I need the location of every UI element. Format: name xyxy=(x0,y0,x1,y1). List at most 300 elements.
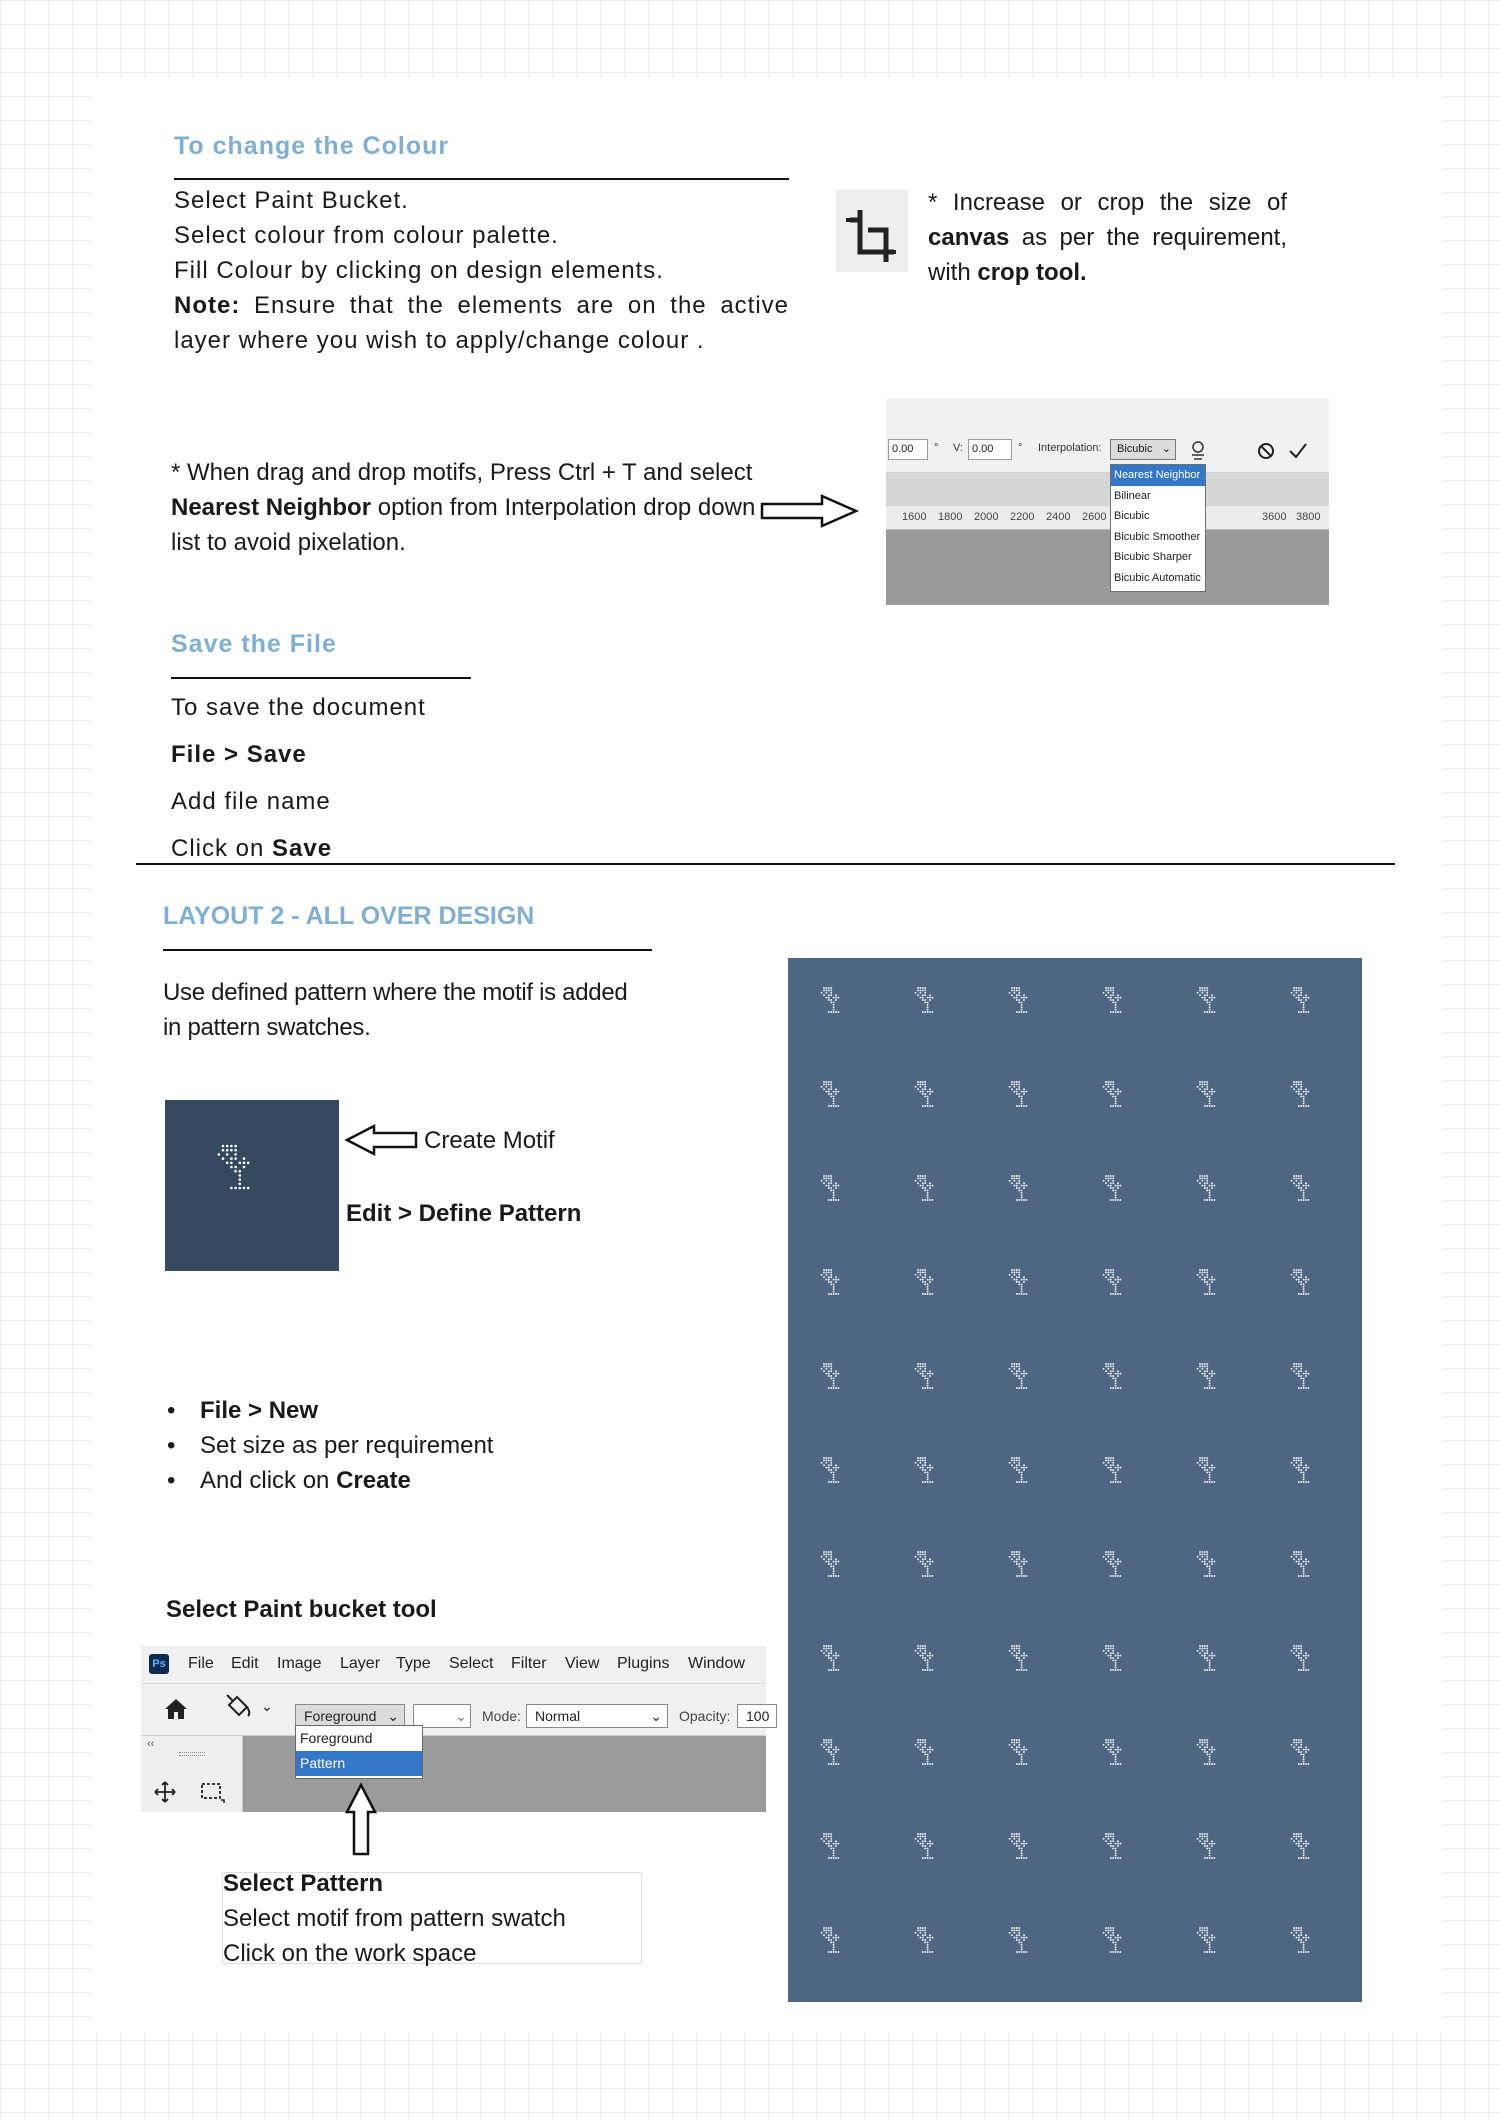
tick-label: 1600 xyxy=(902,511,927,523)
menu-window[interactable]: Window xyxy=(688,1655,745,1672)
motif-dot xyxy=(1115,1001,1117,1003)
motif-dot xyxy=(837,1387,839,1389)
motif-dot xyxy=(823,987,825,989)
motif-dot xyxy=(919,1927,921,1929)
motif-dot xyxy=(835,1481,837,1483)
motif-dot xyxy=(922,1091,924,1093)
panel-grip[interactable] xyxy=(179,1752,205,1756)
pattern-motif xyxy=(915,1457,934,1483)
bullet-file-new xyxy=(163,1393,493,1428)
motif-dot xyxy=(1298,1365,1300,1367)
motif-dot xyxy=(1016,1561,1018,1563)
motif-dot xyxy=(1117,1934,1119,1936)
motif-dot xyxy=(1112,1746,1114,1748)
motif-dot xyxy=(924,1281,926,1283)
interpolation-menu xyxy=(1110,464,1206,592)
motif-dot xyxy=(1112,1276,1114,1278)
opacity-field[interactable]: 100 xyxy=(737,1704,777,1728)
motif-dot xyxy=(1018,1840,1020,1842)
motif-dot xyxy=(1298,1645,1300,1647)
motif-dot xyxy=(1112,1563,1114,1565)
motif-dot xyxy=(830,1177,832,1179)
motif-dot xyxy=(821,1556,823,1558)
motif-dot xyxy=(924,1845,926,1847)
menu-item-pattern[interactable]: Pattern xyxy=(296,1751,422,1776)
motif-dot xyxy=(1023,1749,1025,1751)
pattern-motif xyxy=(1103,1645,1122,1671)
motif-dot xyxy=(830,1746,832,1748)
motif-dot xyxy=(1307,1749,1309,1751)
motif-dot xyxy=(1209,1006,1211,1008)
motif-dot xyxy=(1298,1563,1300,1565)
motif-dot xyxy=(1115,1570,1117,1572)
motif-dot xyxy=(1300,1281,1302,1283)
motif-dot xyxy=(828,1939,830,1941)
motif-dot xyxy=(828,1187,830,1189)
motif-dot xyxy=(917,1553,919,1555)
menu-item-nearest-neighbor[interactable]: Nearest Neighbor xyxy=(1111,465,1205,486)
motif-dot xyxy=(828,1370,830,1372)
commit-check-icon[interactable] xyxy=(1287,441,1309,461)
motif-dot xyxy=(1300,1001,1302,1003)
motif-dot xyxy=(1107,1177,1109,1179)
motif-dot xyxy=(919,1091,921,1093)
drag-line-1: * When drag and drop motifs, Press Ctrl + T and select xyxy=(171,459,753,486)
drag-line-2 xyxy=(171,490,811,525)
motif-dot xyxy=(825,1462,827,1464)
motif-dot xyxy=(924,1105,926,1107)
menu-type[interactable]: Type xyxy=(396,1655,431,1672)
pattern-motif xyxy=(1009,1081,1028,1107)
motif-dot xyxy=(828,1481,830,1483)
motif-dot xyxy=(1105,1083,1107,1085)
motif-dot xyxy=(1300,1365,1302,1367)
motif-dot xyxy=(823,1652,825,1654)
motif-dot xyxy=(1300,1471,1302,1473)
motif-dot xyxy=(1107,1937,1109,1939)
motif-dot xyxy=(1018,1741,1020,1743)
save-steps xyxy=(171,684,426,872)
motif-dot xyxy=(837,1951,839,1953)
motif-dot xyxy=(1199,1457,1201,1459)
motif-dot xyxy=(1201,989,1203,991)
motif-dot xyxy=(1103,1744,1105,1746)
motif-dot xyxy=(1293,1175,1295,1177)
motif-dot xyxy=(1021,1103,1023,1105)
motif-dot xyxy=(1211,1105,1213,1107)
motif-dot xyxy=(1110,1652,1112,1654)
motif-dot xyxy=(917,1551,919,1553)
motif-dot xyxy=(1293,1835,1295,1837)
motif-dot xyxy=(919,1645,921,1647)
motif-dot xyxy=(1303,1189,1305,1191)
motif-dot xyxy=(1295,1932,1297,1934)
motif-dot xyxy=(1298,1459,1300,1461)
motif-dot xyxy=(1213,1937,1215,1939)
motif-dot xyxy=(1018,1744,1020,1746)
motif-dot xyxy=(1303,1385,1305,1387)
motif-dot xyxy=(922,1558,924,1560)
motif-dot xyxy=(1209,1009,1211,1011)
motif-dot xyxy=(1025,1843,1027,1845)
motif-dot xyxy=(1011,1647,1013,1649)
motif-dot xyxy=(828,1746,830,1748)
motif-dot xyxy=(1105,1182,1107,1184)
motif-dot xyxy=(1016,1387,1018,1389)
motif-dot xyxy=(922,1655,924,1657)
motif-dot xyxy=(833,1758,835,1760)
motif-dot xyxy=(1211,1375,1213,1377)
motif-dot xyxy=(1115,1664,1117,1666)
motif-dot xyxy=(919,1459,921,1461)
motif-dot xyxy=(1300,1934,1302,1936)
motif-dot xyxy=(1107,1083,1109,1085)
motif-dot xyxy=(1115,1185,1117,1187)
motif-dot xyxy=(833,1474,835,1476)
motif-dot xyxy=(1115,1481,1117,1483)
motif-dot xyxy=(1011,1370,1013,1372)
menu-filter[interactable]: Filter xyxy=(511,1655,547,1672)
motif-dot xyxy=(1201,1373,1203,1375)
motif-dot xyxy=(833,1949,835,1951)
motif-dot xyxy=(1305,1951,1307,1953)
motif-dot xyxy=(828,1182,830,1184)
motif-dot xyxy=(230,1149,233,1152)
motif-dot xyxy=(1206,1847,1208,1849)
motif-dot xyxy=(1110,1551,1112,1553)
motif-dot xyxy=(830,1833,832,1835)
motif-dot xyxy=(1307,1669,1309,1671)
options-bar xyxy=(886,399,1329,473)
motif-dot xyxy=(1204,1373,1206,1375)
menu-layer[interactable]: Layer xyxy=(340,1655,381,1672)
motif-dot xyxy=(1013,1271,1015,1273)
motif-dot xyxy=(1303,1476,1305,1478)
motif-dot xyxy=(1303,1283,1305,1285)
motif-dot xyxy=(1103,1838,1105,1840)
home-icon[interactable] xyxy=(163,1697,189,1721)
motif-dot xyxy=(1009,1368,1011,1370)
motif-dot xyxy=(1021,1279,1023,1281)
motif-dot xyxy=(1295,1749,1297,1751)
motif-dot xyxy=(1295,1744,1297,1746)
motif-dot xyxy=(1018,1387,1020,1389)
tick-label: 3600 xyxy=(1262,511,1287,523)
motif-dot xyxy=(1107,987,1109,989)
motif-dot xyxy=(922,1281,924,1283)
menu-plugins[interactable]: Plugins xyxy=(617,1655,670,1672)
motif-dot xyxy=(1300,1840,1302,1842)
motif-dot xyxy=(1204,987,1206,989)
motif-dot xyxy=(1112,1558,1114,1560)
motif-dot xyxy=(929,1481,931,1483)
motif-dot xyxy=(924,1081,926,1083)
motif-dot xyxy=(1009,992,1011,994)
motif-dot xyxy=(1021,1467,1023,1469)
motif-dot xyxy=(1018,1459,1020,1461)
motif-dot xyxy=(927,1937,929,1939)
motif-dot xyxy=(833,1377,835,1379)
motif-dot xyxy=(1023,1951,1025,1953)
motif-dot xyxy=(1209,1105,1211,1107)
menu-image[interactable]: Image xyxy=(277,1655,322,1672)
motif-dot xyxy=(1112,1840,1114,1842)
motif-dot xyxy=(1199,1558,1201,1560)
colour-line-2: Select colour from colour palette. xyxy=(174,222,559,249)
menu-select[interactable]: Select xyxy=(449,1655,494,1672)
motif-dot xyxy=(835,1655,837,1657)
motif-dot xyxy=(830,1669,832,1671)
menu-view[interactable]: View xyxy=(565,1655,600,1672)
motif-dot xyxy=(927,1667,929,1669)
motif-dot xyxy=(1206,1469,1208,1471)
deg-label-2: ° xyxy=(1018,442,1023,454)
motif-dot xyxy=(924,1175,926,1177)
chevron-down-icon: ⌄ xyxy=(650,1708,662,1724)
motif-dot xyxy=(1298,1575,1300,1577)
motif-dot xyxy=(1025,1951,1027,1953)
motif-dot xyxy=(1018,1293,1020,1295)
motif-dot xyxy=(1023,1185,1025,1187)
motif-dot xyxy=(1105,1929,1107,1931)
motif-dot xyxy=(1209,1944,1211,1946)
motif-dot xyxy=(1303,1761,1305,1763)
motif-dot xyxy=(1303,1847,1305,1849)
motif-dot xyxy=(1199,1088,1201,1090)
motif-dot xyxy=(1201,1462,1203,1464)
motif-dot xyxy=(1213,1185,1215,1187)
interpolation-dropdown[interactable] xyxy=(1110,439,1176,460)
motif-dot xyxy=(1206,1457,1208,1459)
motif-dot xyxy=(825,1838,827,1840)
motif-dot xyxy=(927,1669,929,1671)
motif-dot xyxy=(927,1756,929,1758)
motif-dot xyxy=(919,1929,921,1931)
motif-dot xyxy=(828,1011,830,1013)
motif-dot xyxy=(919,1739,921,1741)
motif-dot xyxy=(821,1838,823,1840)
pattern-motif xyxy=(1103,987,1122,1013)
motif-dot xyxy=(1300,1556,1302,1558)
motif-dot xyxy=(1199,1464,1201,1466)
motif-dot xyxy=(919,1177,921,1179)
motif-dot xyxy=(830,989,832,991)
motif-dot xyxy=(821,1368,823,1370)
motif-dot xyxy=(1117,1093,1119,1095)
motif-dot xyxy=(922,1177,924,1179)
motif-dot xyxy=(833,1100,835,1102)
motif-dot xyxy=(239,1162,242,1165)
motif-dot xyxy=(1201,1081,1203,1083)
motif-dot xyxy=(1105,1927,1107,1929)
motif-dot xyxy=(833,1763,835,1765)
motif-dot xyxy=(1303,1763,1305,1765)
motif-dot xyxy=(1117,1857,1119,1859)
motif-dot xyxy=(1307,1561,1309,1563)
motif-dot xyxy=(1018,1934,1020,1936)
motif-dot xyxy=(924,1187,926,1189)
motif-dot xyxy=(1209,1951,1211,1953)
v-field[interactable]: 0.00 xyxy=(968,439,1012,460)
motif-dot xyxy=(830,1459,832,1461)
motif-dot xyxy=(1211,1951,1213,1953)
motif-dot xyxy=(1016,1763,1018,1765)
motif-dot xyxy=(1300,1563,1302,1565)
motif-dot xyxy=(1110,1739,1112,1741)
motif-dot xyxy=(1016,1835,1018,1837)
motif-dot xyxy=(1011,1840,1013,1842)
motif-dot xyxy=(1201,1744,1203,1746)
motif-dot xyxy=(1115,1756,1117,1758)
motif-dot xyxy=(833,1380,835,1382)
motif-dot xyxy=(927,1288,929,1290)
motif-dot xyxy=(1211,1464,1213,1466)
motif-dot xyxy=(919,1086,921,1088)
motif-dot xyxy=(1206,1929,1208,1931)
motif-dot xyxy=(1018,1095,1020,1097)
motif-dot xyxy=(1293,1652,1295,1654)
motif-dot xyxy=(830,1838,832,1840)
motif-dot xyxy=(924,1647,926,1649)
motif-dot xyxy=(1107,1655,1109,1657)
select-pattern-line-1: Select motif from pattern swatch xyxy=(223,1905,566,1932)
motif-dot xyxy=(922,1464,924,1466)
motif-dot xyxy=(917,987,919,989)
collapse-icon[interactable]: ‹‹ xyxy=(147,1738,155,1750)
motif-dot xyxy=(247,1162,250,1165)
motif-dot xyxy=(919,997,921,999)
motif-dot xyxy=(1112,1464,1114,1466)
motif-dot xyxy=(1204,1657,1206,1659)
motif-dot xyxy=(1298,1929,1300,1931)
motif-dot xyxy=(1206,1838,1208,1840)
motif-dot xyxy=(1295,1274,1297,1276)
motif-dot xyxy=(1021,1659,1023,1661)
motif-dot xyxy=(1209,1573,1211,1575)
menu-file[interactable]: File xyxy=(188,1655,214,1672)
motif-dot xyxy=(1115,1373,1117,1375)
menu-edit[interactable]: Edit xyxy=(231,1655,259,1672)
motif-dot xyxy=(1305,1746,1307,1748)
motif-dot xyxy=(924,1269,926,1271)
motif-dot xyxy=(1021,1291,1023,1293)
motif-dot xyxy=(1112,1105,1114,1107)
motif-dot xyxy=(1021,1098,1023,1100)
motif-dot xyxy=(1206,1934,1208,1936)
motif-dot xyxy=(1117,1939,1119,1941)
motif-dot xyxy=(1206,987,1208,989)
motif-dot xyxy=(1018,1657,1020,1659)
menu-item-bicubic-smoother[interactable]: Bicubic Smoother xyxy=(1114,530,1201,543)
move-tool-icon[interactable] xyxy=(153,1780,177,1804)
motif-dot xyxy=(1211,1093,1213,1095)
motif-dot xyxy=(1011,989,1013,991)
motif-dot xyxy=(1119,1387,1121,1389)
motif-dot xyxy=(924,1011,926,1013)
motif-dot xyxy=(931,1105,933,1107)
motif-dot xyxy=(1298,1481,1300,1483)
motif-dot xyxy=(1211,1845,1213,1847)
h-field[interactable]: 0.00 xyxy=(888,439,928,460)
motif-dot xyxy=(830,1377,832,1379)
motif-dot xyxy=(1018,1659,1020,1661)
menu-item-bicubic[interactable]: Bicubic xyxy=(1114,510,1150,522)
motif-dot xyxy=(1112,1929,1114,1931)
motif-dot xyxy=(1204,1279,1206,1281)
motif-dot xyxy=(1016,1293,1018,1295)
motif-dot xyxy=(1209,1192,1211,1194)
motif-dot xyxy=(1201,987,1203,989)
motif-dot xyxy=(1209,1659,1211,1661)
motif-dot xyxy=(1206,1763,1208,1765)
motif-dot xyxy=(828,1373,830,1375)
mode-select[interactable] xyxy=(526,1704,668,1728)
motif-dot xyxy=(830,1932,832,1934)
motif-dot xyxy=(1021,1753,1023,1755)
motif-dot xyxy=(1211,1751,1213,1753)
motif-dot xyxy=(1110,1375,1112,1377)
motif-dot xyxy=(1117,1469,1119,1471)
warp-icon[interactable] xyxy=(1188,439,1208,461)
pattern-motif xyxy=(1291,1739,1310,1765)
motif-dot xyxy=(830,1744,832,1746)
motif-dot xyxy=(1303,1380,1305,1382)
motif-dot xyxy=(1213,1467,1215,1469)
paint-bucket-icon[interactable] xyxy=(223,1695,253,1723)
motif-dot xyxy=(1107,992,1109,994)
menu-item-foreground[interactable]: Foreground xyxy=(300,1730,373,1746)
motif-dot xyxy=(830,1175,832,1177)
motif-dot xyxy=(1021,1749,1023,1751)
menu-item-bicubic-automatic[interactable]: Bicubic Automatic xyxy=(1114,571,1201,584)
cancel-icon[interactable] xyxy=(1256,441,1276,461)
motif-dot xyxy=(1115,1843,1117,1845)
motif-dot xyxy=(931,1467,933,1469)
motif-dot xyxy=(1112,1187,1114,1189)
motif-dot xyxy=(931,1575,933,1577)
motif-dot xyxy=(1295,1086,1297,1088)
menu-item-bicubic-sharper[interactable]: Bicubic Sharper xyxy=(1114,551,1192,563)
motif-dot xyxy=(835,1561,837,1563)
motif-dot xyxy=(1298,1751,1300,1753)
motif-dot xyxy=(1115,1279,1117,1281)
tool-chevron-icon[interactable]: ⌄ xyxy=(261,1698,273,1714)
menu-item-bilinear[interactable]: Bilinear xyxy=(1114,489,1151,502)
motif-dot xyxy=(1206,1177,1208,1179)
motif-dot xyxy=(1298,1105,1300,1107)
motif-dot xyxy=(823,1558,825,1560)
motif-dot xyxy=(1016,997,1018,999)
motif-dot xyxy=(929,1199,931,1201)
motif-dot xyxy=(1206,1481,1208,1483)
motif-dot xyxy=(1307,1481,1309,1483)
motif-dot xyxy=(1298,1669,1300,1671)
motif-dot xyxy=(1293,987,1295,989)
motif-dot xyxy=(1013,992,1015,994)
motif-dot xyxy=(1023,1652,1025,1654)
motif-dot xyxy=(1303,1850,1305,1852)
marquee-tool-icon[interactable] xyxy=(199,1780,225,1804)
motif-dot xyxy=(1209,1288,1211,1290)
motif-dot xyxy=(1303,1387,1305,1389)
motif-dot xyxy=(1305,1088,1307,1090)
motif-dot xyxy=(1303,1098,1305,1100)
motif-dot xyxy=(1293,1741,1295,1743)
motif-dot xyxy=(917,1175,919,1177)
motif-dot xyxy=(1115,1377,1117,1379)
motif-dot xyxy=(835,994,837,996)
motif-dot xyxy=(1016,1276,1018,1278)
